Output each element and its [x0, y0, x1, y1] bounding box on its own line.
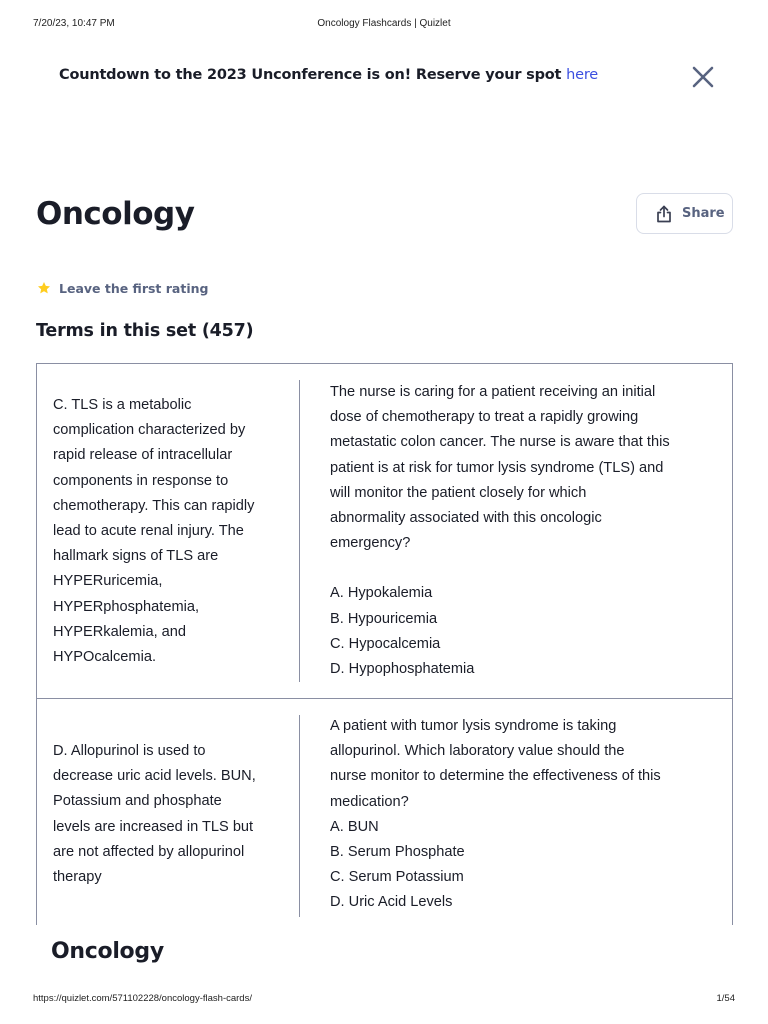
print-header [0, 18, 768, 32]
term-card [36, 363, 733, 699]
term-line: dose of chemotherapy to treat a rapidly growing [330, 409, 639, 426]
rating-label: Leave the first rating [59, 281, 209, 296]
print-url: https://quizlet.com/571102228/oncology-flash-cards/ [33, 993, 252, 1004]
print-datetime: 7/20/23, 10:47 PM [33, 18, 115, 29]
print-page-title: Oncology Flashcards | Quizlet [317, 18, 451, 29]
definition-line: C. TLS is a metabolic [53, 397, 192, 413]
definition-line: rapid release of intracellular [53, 447, 233, 464]
answer-option: D. Uric Acid Levels [330, 894, 453, 911]
term-card [36, 699, 733, 925]
banner-link[interactable]: here [566, 67, 598, 83]
star-icon [37, 281, 51, 295]
definition-line: are not affected by allopurinol [53, 843, 245, 860]
card-definition [53, 739, 283, 890]
definition-line: HYPERphosphatemia, [53, 598, 200, 615]
card-divider [299, 715, 300, 917]
announcement-banner [0, 64, 768, 92]
definition-line: HYPOcalcemia. [53, 649, 156, 666]
term-line: A patient with tumor lysis syndrome is taking [330, 718, 617, 734]
card-divider [299, 380, 300, 682]
banner-message [59, 67, 598, 83]
definition-line: HYPERkalemia, and [53, 623, 187, 640]
answer-option: B. Hypouricemia [330, 610, 438, 627]
term-line: patient is at risk for tumor lysis syndrome (TLS) and [330, 459, 664, 476]
definition-line: lead to acute renal injury. The [53, 523, 244, 540]
share-icon [654, 204, 674, 224]
banner-text: Countdown to the 2023 Unconference is on! Reserve your spot [59, 67, 567, 83]
terms-heading: Terms in this set (457) [36, 321, 254, 341]
page-title: Oncology [36, 196, 195, 232]
definition-line: therapy [53, 869, 102, 886]
answer-option: D. Hypophosphatemia [330, 661, 475, 678]
answer-option: C. Serum Potassium [330, 869, 464, 886]
card-term [330, 714, 710, 916]
term-line: abnormality associated with this oncologic [330, 510, 602, 527]
close-icon [690, 64, 716, 90]
term-line: nurse monitor to determine the effectiveness of this [330, 768, 661, 785]
term-line: will monitor the patient closely for which [330, 484, 587, 501]
definition-line: decrease uric acid levels. BUN, [53, 768, 256, 785]
term-line: metastatic colon cancer. The nurse is aware that this [330, 434, 670, 451]
print-page-number: 1/54 [716, 993, 735, 1004]
definition-line: Potassium and phosphate [53, 793, 222, 810]
banner-close-button[interactable] [690, 64, 716, 90]
print-footer [0, 993, 768, 1007]
answer-option: A. Hypokalemia [330, 585, 433, 602]
term-line: emergency? [330, 535, 411, 552]
definition-line: levels are increased in TLS but [53, 818, 254, 835]
definition-line: chemotherapy. This can rapidly [53, 497, 255, 514]
definition-line: complication characterized by [53, 422, 246, 439]
spacer [330, 556, 710, 581]
share-button[interactable] [636, 193, 733, 234]
definition-line: components in response to [53, 472, 229, 489]
answer-option: B. Serum Phosphate [330, 844, 465, 861]
share-label: Share [682, 206, 725, 221]
answer-option: C. Hypocalcemia [330, 635, 441, 652]
term-line: The nurse is caring for a patient receiving an initial [330, 384, 656, 400]
definition-line: D. Allopurinol is used to [53, 743, 206, 759]
card-term [330, 380, 710, 682]
term-line: medication? [330, 793, 409, 810]
definition-line: HYPERuricemia, [53, 573, 163, 590]
term-line: allopurinol. Which laboratory value should the [330, 743, 625, 760]
answer-option: A. BUN [330, 818, 379, 835]
footer-set-title: Oncology [51, 939, 164, 964]
definition-line: hallmark signs of TLS are [53, 548, 219, 565]
card-definition [53, 393, 283, 670]
